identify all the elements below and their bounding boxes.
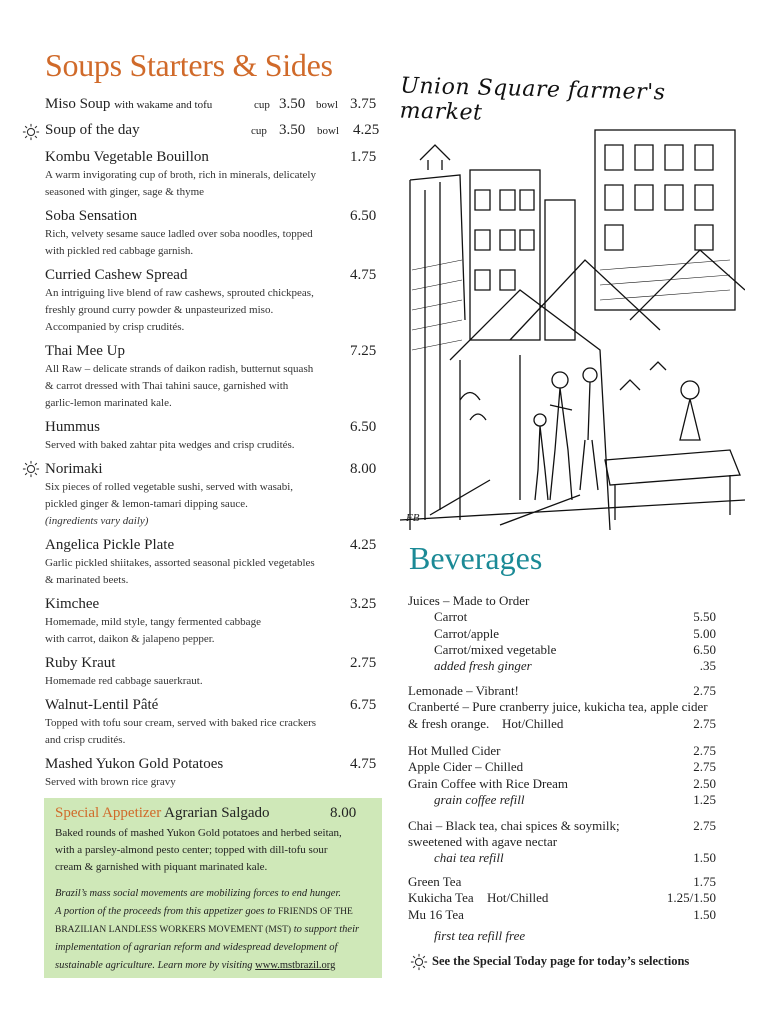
menu-item xyxy=(45,342,377,412)
item-desc: and crisp crudités. xyxy=(45,734,126,746)
item-desc: Served with baked zahtar pita wedges and crisp crudités. xyxy=(45,439,295,451)
special-cause xyxy=(55,885,382,975)
menu-item xyxy=(45,266,377,336)
miso-bowl-label: bowl xyxy=(316,99,338,111)
item-price: 4.25 xyxy=(350,537,377,553)
special-appetizer-box xyxy=(44,798,382,978)
juice-name: added fresh ginger xyxy=(434,658,532,673)
item-name: Kimchee xyxy=(45,596,100,612)
cause-line: implementation of agrarian reform and widespread development of xyxy=(55,942,338,953)
item-desc: with carrot, daikon & jalapeno pepper. xyxy=(45,633,215,645)
juice-price: 6.50 xyxy=(693,642,716,657)
market-sketch xyxy=(400,70,745,530)
cause-line: sustainable agriculture. Learn more by visiting xyxy=(55,960,253,971)
tea-name: Mu 16 Tea xyxy=(408,907,464,922)
juice-price: 5.50 xyxy=(693,609,716,624)
item-desc: Homemade, mild style, tangy fermented cabbage xyxy=(45,616,261,628)
cranberte-line1: Cranberté – Pure cranberry juice, kukicha tea, apple cider xyxy=(408,699,708,714)
sketch-initials: FB xyxy=(406,512,420,524)
item-desc: All Raw – delicate strands of daikon radish, butternut squash xyxy=(45,363,314,375)
tea-price: 1.25/1.50 xyxy=(666,890,716,905)
chai-refill: chai tea refill xyxy=(434,850,504,865)
sun-icon xyxy=(22,123,40,141)
item-name: Hummus xyxy=(45,419,101,435)
soups-title: Soups Starters & Sides xyxy=(45,47,333,83)
item-desc: garlic-lemon marinated kale. xyxy=(45,397,172,409)
tea-price: 1.50 xyxy=(693,907,716,922)
soup-day-bowl-price: 4.25 xyxy=(353,122,380,138)
item-desc: Six pieces of rolled vegetable sushi, served with wasabi, xyxy=(45,481,294,493)
item-desc: & carrot dressed with Thai tahini sauce, garnished with xyxy=(45,380,289,392)
drink-price: 2.75 xyxy=(693,743,716,758)
item-desc: Garlic pickled shiitakes, assorted seasonal pickled vegetables xyxy=(45,557,315,569)
item-price: 2.75 xyxy=(350,655,377,671)
juice-name: Carrot/apple xyxy=(434,626,499,641)
item-price: 7.25 xyxy=(350,343,377,359)
item-name: Soba Sensation xyxy=(45,208,138,224)
drink-name: Hot Mulled Cider xyxy=(408,743,501,758)
lemonade-name: Lemonade – Vibrant! xyxy=(408,683,519,698)
beverages-title: Beverages xyxy=(409,540,543,576)
item-desc: Homemade red cabbage sauerkraut. xyxy=(45,675,203,687)
menu-item xyxy=(45,595,377,648)
chai-line1: Chai – Black tea, chai spices & soymilk; xyxy=(408,818,620,833)
menu-item xyxy=(45,696,377,749)
item-name: Kombu Vegetable Bouillon xyxy=(45,149,209,165)
menu-item xyxy=(45,460,377,530)
drink-price: 1.25 xyxy=(693,792,716,807)
soup-day-bowl-label: bowl xyxy=(317,125,339,137)
sun-icon xyxy=(22,460,40,478)
juices-header: Juices – Made to Order xyxy=(408,593,530,608)
miso-name: Miso Soup xyxy=(45,96,111,112)
item-desc: freshly ground curry powder & unpasteurized miso. xyxy=(45,304,274,316)
item-price: 4.75 xyxy=(350,756,377,772)
tea-name: Green Tea xyxy=(408,874,462,889)
special-desc xyxy=(55,825,380,876)
special-desc-line: Baked rounds of mashed Yukon Gold potatoes and herbed seitan, xyxy=(55,827,342,839)
refill-note: first tea refill free xyxy=(434,928,526,943)
item-name: Ruby Kraut xyxy=(45,655,116,671)
item-desc: Accompanied by crisp crudités. xyxy=(45,321,185,333)
special-label: Special Appetizer xyxy=(55,805,162,821)
menu-item xyxy=(45,536,377,589)
item-name: Walnut-Lentil Pâté xyxy=(45,697,159,713)
special-header xyxy=(55,804,270,823)
lemonade-price: 2.75 xyxy=(693,683,716,698)
item-price: 6.50 xyxy=(350,208,377,224)
mst-link[interactable]: www.mstbrazil.org xyxy=(255,960,336,971)
chai-price: 2.75 xyxy=(693,818,716,833)
miso-bowl-price: 3.75 xyxy=(350,96,377,112)
menu-item xyxy=(45,207,377,260)
special-desc-line: cream & garnished with piquant marinated kale. xyxy=(55,861,268,873)
miso-cup-label: cup xyxy=(254,99,270,111)
special-price: 8.00 xyxy=(330,805,357,821)
tea-name: Kukicha Tea xyxy=(408,890,474,905)
item-price: 6.50 xyxy=(350,419,377,435)
item-price: 1.75 xyxy=(350,149,377,165)
drink-name: Grain Coffee with Rice Dream xyxy=(408,776,569,791)
item-price: 6.75 xyxy=(350,697,377,713)
juice-name: Carrot/mixed vegetable xyxy=(434,642,557,657)
item-desc: & marinated beets. xyxy=(45,574,129,586)
item-price: 8.00 xyxy=(350,461,377,477)
item-desc: with pickled red cabbage garnish. xyxy=(45,245,194,257)
sketch-caption: Union Square farmer's market xyxy=(399,73,666,126)
soup-day-cup-price: 3.50 xyxy=(279,122,306,138)
drink-name: grain coffee refill xyxy=(434,792,525,807)
sun-icon xyxy=(410,953,428,971)
item-name: Mashed Yukon Gold Potatoes xyxy=(45,756,224,772)
drink-price: 2.75 xyxy=(693,759,716,774)
org-name: BRAZILIAN LANDLESS WORKERS MOVEMENT (MST) xyxy=(55,925,292,935)
cranberte-temp: Hot/Chilled xyxy=(502,716,564,731)
item-name: Angelica Pickle Plate xyxy=(45,537,175,553)
soup-day-name: Soup of the day xyxy=(45,122,140,138)
item-desc: Served with brown rice gravy xyxy=(45,776,176,788)
chai-refill-price: 1.50 xyxy=(693,850,716,865)
item-desc: An intriguing live blend of raw cashews, sprouted chickpeas, xyxy=(45,287,314,299)
miso-soup-row xyxy=(45,96,385,116)
item-price: 3.25 xyxy=(350,596,377,612)
miso-note: with wakame and tofu xyxy=(114,99,213,111)
special-today-note: See the Special Today page for today’s selections xyxy=(432,954,690,968)
item-desc: A warm invigorating cup of broth, rich in minerals, delicately xyxy=(45,169,316,181)
menu-item xyxy=(45,418,377,454)
item-name: Norimaki xyxy=(45,461,103,477)
item-note: (ingredients vary daily) xyxy=(45,515,149,527)
menu-item xyxy=(45,755,377,791)
item-desc: seasoned with ginger, sage & thyme xyxy=(45,186,205,198)
menu-item xyxy=(45,654,377,690)
cranberte-line2: & fresh orange. xyxy=(408,716,490,731)
drink-name: Apple Cider – Chilled xyxy=(408,759,524,774)
item-name: Curried Cashew Spread xyxy=(45,267,188,283)
cause-line: Brazil’s mass social movements are mobilizing forces to end hunger. xyxy=(55,888,342,899)
special-desc-line: with a parsley-almond pesto center; topped with dill-tofu sour xyxy=(55,844,328,856)
soup-day-cup-label: cup xyxy=(251,125,267,137)
menu-item xyxy=(45,148,377,201)
juice-price: 5.00 xyxy=(693,626,716,641)
miso-cup-price: 3.50 xyxy=(279,96,306,112)
drink-price: 2.50 xyxy=(693,776,716,791)
cause-line: A portion of the proceeds from this appetizer goes to xyxy=(55,906,276,917)
item-name: Thai Mee Up xyxy=(45,343,125,359)
item-price: 4.75 xyxy=(350,267,377,283)
item-desc: Topped with tofu sour cream, served with baked rice crackers xyxy=(45,717,317,729)
tea-extra: Hot/Chilled xyxy=(487,890,549,905)
item-desc: Rich, velvety sesame sauce ladled over soba noodles, topped xyxy=(45,228,313,240)
chai-line2: sweetened with agave nectar xyxy=(408,834,558,849)
cause-line: to support their xyxy=(293,924,360,935)
market-sketch-drawing xyxy=(400,120,745,530)
soup-of-day-row xyxy=(45,122,385,142)
juice-name: Carrot xyxy=(434,609,468,624)
juice-price: .35 xyxy=(699,658,716,673)
tea-price: 1.75 xyxy=(693,874,716,889)
cranberte-price: 2.75 xyxy=(693,716,716,731)
item-desc: pickled ginger & lemon-tamari dipping sauce. xyxy=(45,498,248,510)
org-name: FRIENDS OF THE xyxy=(278,907,353,917)
special-name: Agrarian Salgado xyxy=(164,805,270,821)
